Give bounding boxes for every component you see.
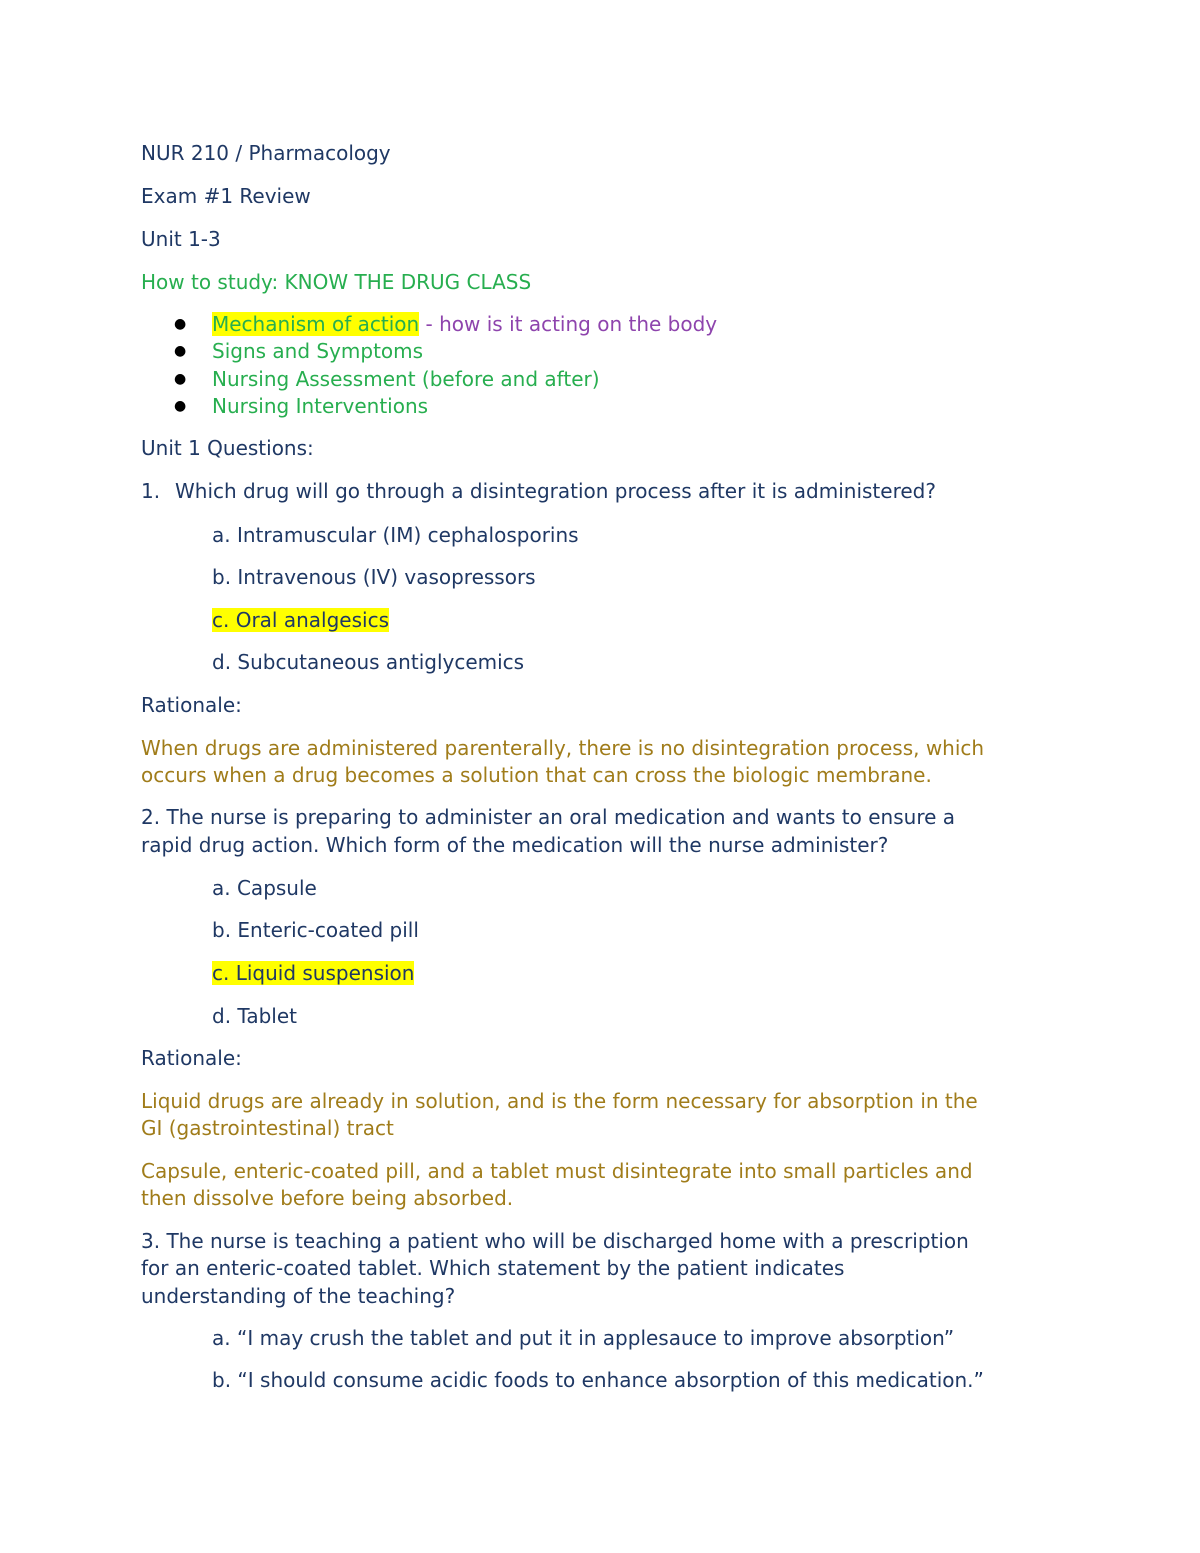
question-1: 1. Which drug will go through a disintegration process after it is administered? [141,479,936,503]
bullet-icon: ● [174,371,187,387]
study-bullet-1: Mechanism of action - how is it acting on the body [212,312,718,336]
q1-option-c-answer: c. Oral analgesics [212,608,389,632]
bullet-icon: ● [174,343,187,359]
exam-title: Exam #1 Review [141,184,311,208]
question-3-line-3: understanding of the teaching? [141,1284,456,1308]
q1-rationale-label: Rationale: [141,693,242,717]
q1-option-d: d. Subcutaneous antiglycemics [212,650,525,674]
question-3-line-1: 3. The nurse is teaching a patient who will be discharged home with a prescription [141,1229,969,1253]
question-3-line-2: for an enteric-coated tablet. Which statement by the patient indicates [141,1256,845,1280]
q2-rationale-label: Rationale: [141,1046,242,1070]
question-2-line-1: 2. The nurse is preparing to administer an oral medication and wants to ensure a [141,805,956,829]
q3-option-a: a. “I may crush the tablet and put it in applesauce to improve absorption” [212,1326,955,1350]
q2-option-b: b. Enteric-coated pill [212,918,419,942]
bullet-icon: ● [174,398,187,414]
bullet-icon: ● [174,316,187,332]
question-2-line-2: rapid drug action. Which form of the medication will the nurse administer? [141,833,889,857]
unit1-heading: Unit 1 Questions: [141,436,314,460]
study-bullet-4: Nursing Interventions [212,394,429,418]
q3-option-b: b. “I should consume acidic foods to enhance absorption of this medication.” [212,1368,984,1392]
study-bullet-3: Nursing Assessment (before and after) [212,367,600,391]
q1-rationale-line-2: occurs when a drug becomes a solution that can cross the biologic membrane. [141,763,932,787]
q2-option-a: a. Capsule [212,876,317,900]
study-bullet-2: Signs and Symptoms [212,339,424,363]
q1-option-b: b. Intravenous (IV) vasopressors [212,565,536,589]
units-label: Unit 1-3 [141,227,221,251]
q2-option-c-answer: c. Liquid suspension [212,961,415,985]
q1-rationale-line-1: When drugs are administered parenterally, there is no disintegration process, which [141,736,985,760]
q1-option-a: a. Intramuscular (IM) cephalosporins [212,523,579,547]
q2-option-d: d. Tablet [212,1004,297,1028]
q2-rationale-1-line-1: Liquid drugs are already in solution, and is the form necessary for absorption in the [141,1089,978,1113]
course-title: NUR 210 / Pharmacology [141,141,391,165]
q2-rationale-1-line-2: GI (gastrointestinal) tract [141,1116,394,1140]
q2-rationale-2-line-1: Capsule, enteric-coated pill, and a tablet must disintegrate into small particles and [141,1159,973,1183]
q2-rationale-2-line-2: then dissolve before being absorbed. [141,1186,514,1210]
study-heading: How to study: KNOW THE DRUG CLASS [141,270,532,294]
